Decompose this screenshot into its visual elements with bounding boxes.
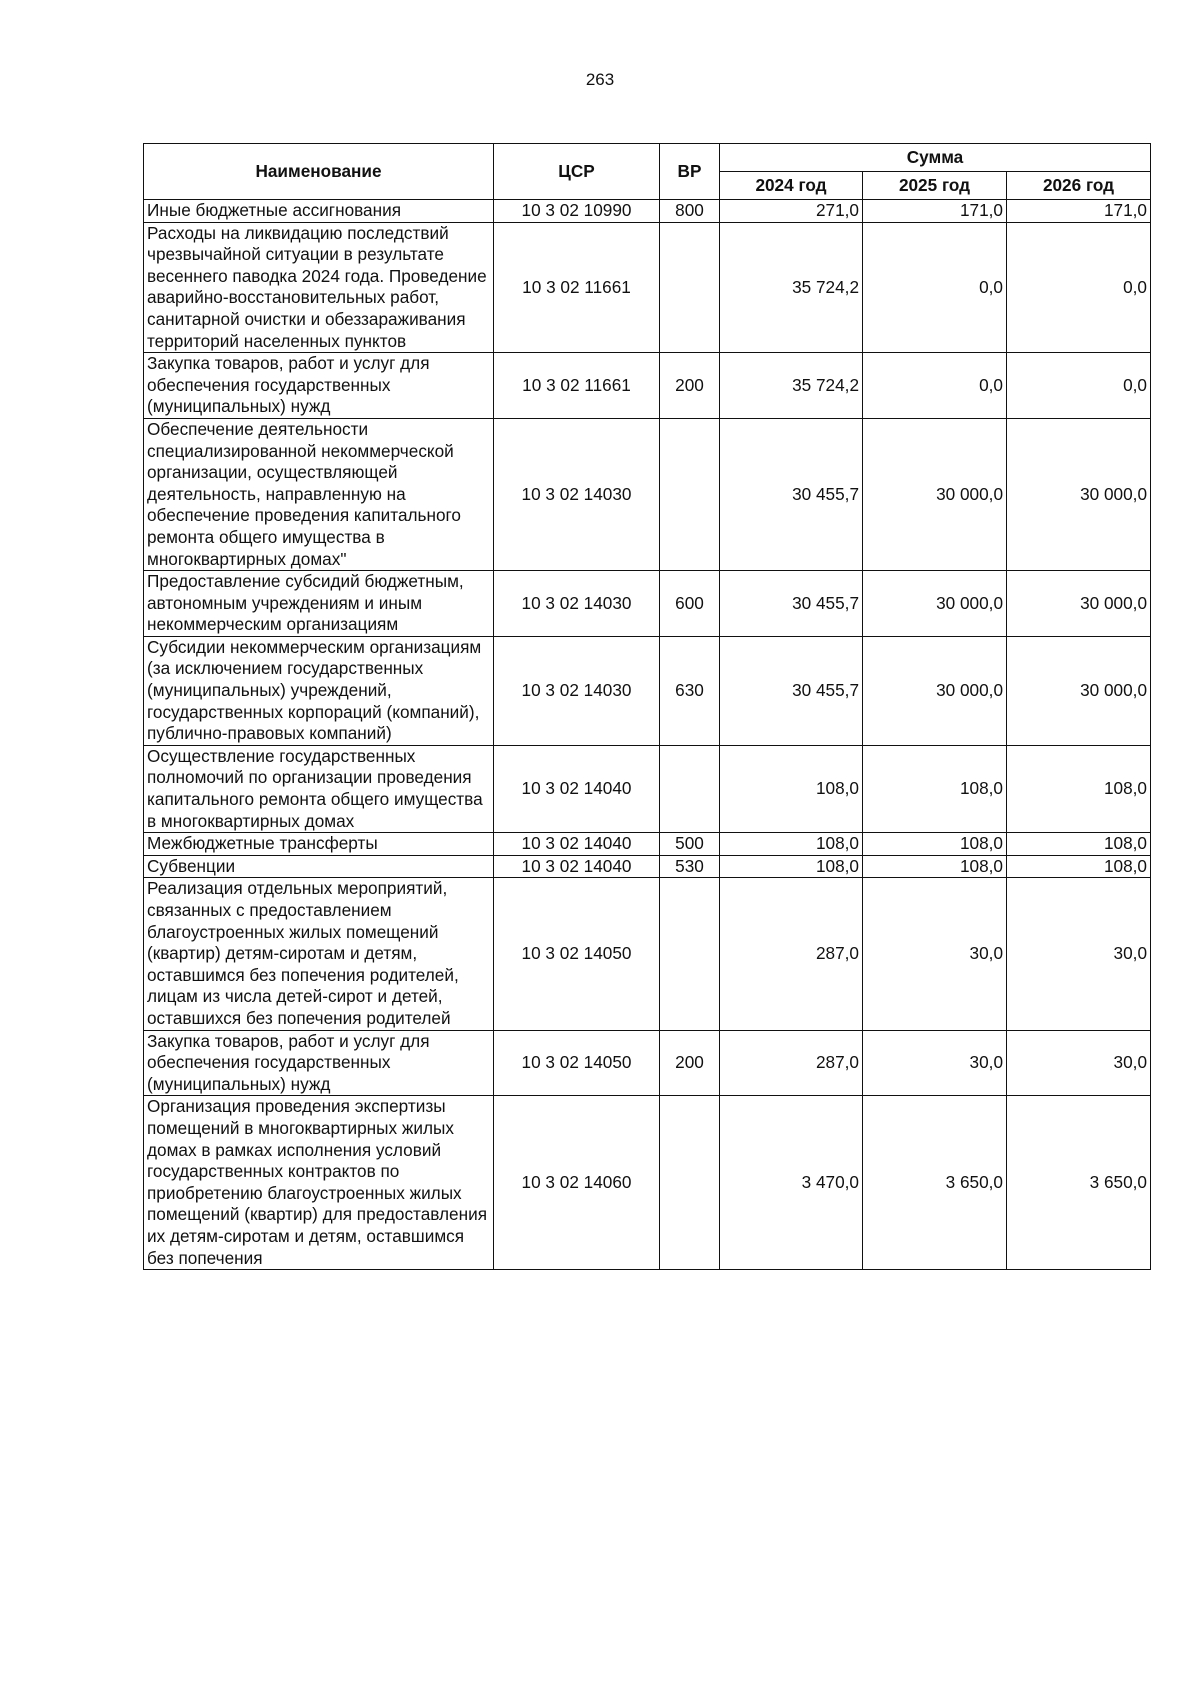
row-2026: 171,0 (1007, 200, 1151, 223)
row-vr: 600 (660, 571, 720, 637)
row-2026: 3 650,0 (1007, 1096, 1151, 1270)
row-2026: 30,0 (1007, 878, 1151, 1030)
row-name: Закупка товаров, работ и услуг для обеспечения государственных (муниципальных) нужд (144, 1030, 494, 1096)
row-2025: 30 000,0 (863, 571, 1007, 637)
row-vr: 630 (660, 636, 720, 745)
table-row (144, 855, 1151, 878)
page-number: 263 (585, 70, 615, 89)
row-2025: 108,0 (863, 855, 1007, 878)
row-2024: 30 455,7 (720, 636, 863, 745)
row-vr: 800 (660, 200, 720, 223)
row-2025: 108,0 (863, 745, 1007, 832)
row-2024: 287,0 (720, 878, 863, 1030)
row-name: Организация проведения экспертизы помещений в многоквартирных жилых домах в рамках исполнения условий государственных контрактов по приобретению благоустроенных жилых помещений (квартир) для предоставления их детям-сиротам и детям, оставшимся без попечения (144, 1096, 494, 1270)
row-2025: 3 650,0 (863, 1096, 1007, 1270)
row-vr (660, 1096, 720, 1270)
row-vr (660, 745, 720, 832)
row-vr (660, 878, 720, 1030)
table-row (144, 353, 1151, 419)
table-row (144, 1030, 1151, 1096)
row-2025: 171,0 (863, 200, 1007, 223)
row-vr: 200 (660, 353, 720, 419)
row-2026: 0,0 (1007, 222, 1151, 353)
row-2024: 108,0 (720, 855, 863, 878)
row-vr (660, 418, 720, 570)
row-name: Предоставление субсидий бюджетным, автономным учреждениям и иным некоммерческим организациям (144, 571, 494, 637)
table-row (144, 418, 1151, 570)
header-2026: 2026 год (1007, 172, 1151, 200)
row-vr: 530 (660, 855, 720, 878)
row-2026: 30 000,0 (1007, 636, 1151, 745)
row-csr: 10 3 02 11661 (494, 222, 660, 353)
row-csr: 10 3 02 11661 (494, 353, 660, 419)
row-2025: 0,0 (863, 222, 1007, 353)
table-row (144, 745, 1151, 832)
header-2025: 2025 год (863, 172, 1007, 200)
row-vr (660, 222, 720, 353)
row-2024: 30 455,7 (720, 418, 863, 570)
row-name: Реализация отдельных мероприятий, связанных с предоставлением благоустроенных жилых помещений (квартир) детям-сиротам и детям, оставшимся без попечения родителей, лицам из числа детей-сирот и детей, оставшихся без попечения родителей (144, 878, 494, 1030)
row-2026: 30 000,0 (1007, 571, 1151, 637)
row-2024: 35 724,2 (720, 353, 863, 419)
row-csr: 10 3 02 14030 (494, 571, 660, 637)
row-vr: 500 (660, 833, 720, 856)
header-sum: Сумма (720, 144, 1151, 172)
row-2025: 30 000,0 (863, 418, 1007, 570)
row-2025: 30,0 (863, 1030, 1007, 1096)
row-name: Расходы на ликвидацию последствий чрезвычайной ситуации в результате весеннего паводка 2024 года. Проведение аварийно-восстановительных работ, санитарной очистки и обеззараживания территорий населенных пунктов (144, 222, 494, 353)
row-2024: 108,0 (720, 745, 863, 832)
row-vr: 200 (660, 1030, 720, 1096)
row-name: Обеспечение деятельности специализированной некоммерческой организации, осуществляющей деятельность, направленную на обеспечение проведения капитального ремонта общего имущества в многоквартирных домах" (144, 418, 494, 570)
table-row (144, 833, 1151, 856)
row-csr: 10 3 02 10990 (494, 200, 660, 223)
table-row (144, 571, 1151, 637)
table-row (144, 878, 1151, 1030)
row-2026: 30 000,0 (1007, 418, 1151, 570)
header-2024: 2024 год (720, 172, 863, 200)
row-2024: 35 724,2 (720, 222, 863, 353)
row-2024: 271,0 (720, 200, 863, 223)
budget-table (143, 143, 1151, 1270)
table-row (144, 1096, 1151, 1270)
header-csr: ЦСР (494, 144, 660, 200)
row-name: Субсидии некоммерческим организациям (за исключением государственных (муниципальных) учреждений, государственных корпораций (компаний), публично-правовых компаний) (144, 636, 494, 745)
row-2026: 0,0 (1007, 353, 1151, 419)
row-name: Осуществление государственных полномочий по организации проведения капитального ремонта общего имущества в многоквартирных домах (144, 745, 494, 832)
row-2026: 108,0 (1007, 833, 1151, 856)
row-csr: 10 3 02 14060 (494, 1096, 660, 1270)
row-2025: 30,0 (863, 878, 1007, 1030)
row-csr: 10 3 02 14040 (494, 855, 660, 878)
row-2025: 30 000,0 (863, 636, 1007, 745)
table-row (144, 200, 1151, 223)
row-2026: 108,0 (1007, 745, 1151, 832)
row-csr: 10 3 02 14040 (494, 833, 660, 856)
row-name: Межбюджетные трансферты (144, 833, 494, 856)
row-2026: 108,0 (1007, 855, 1151, 878)
row-2026: 30,0 (1007, 1030, 1151, 1096)
row-2024: 30 455,7 (720, 571, 863, 637)
header-vr: ВР (660, 144, 720, 200)
row-csr: 10 3 02 14040 (494, 745, 660, 832)
header-name: Наименование (144, 144, 494, 200)
row-csr: 10 3 02 14050 (494, 1030, 660, 1096)
row-2024: 287,0 (720, 1030, 863, 1096)
row-csr: 10 3 02 14030 (494, 418, 660, 570)
row-name: Иные бюджетные ассигнования (144, 200, 494, 223)
row-csr: 10 3 02 14030 (494, 636, 660, 745)
row-2025: 108,0 (863, 833, 1007, 856)
row-2024: 3 470,0 (720, 1096, 863, 1270)
table-row (144, 636, 1151, 745)
row-name: Субвенции (144, 855, 494, 878)
row-2024: 108,0 (720, 833, 863, 856)
row-2025: 0,0 (863, 353, 1007, 419)
row-name: Закупка товаров, работ и услуг для обеспечения государственных (муниципальных) нужд (144, 353, 494, 419)
table-row (144, 222, 1151, 353)
row-csr: 10 3 02 14050 (494, 878, 660, 1030)
